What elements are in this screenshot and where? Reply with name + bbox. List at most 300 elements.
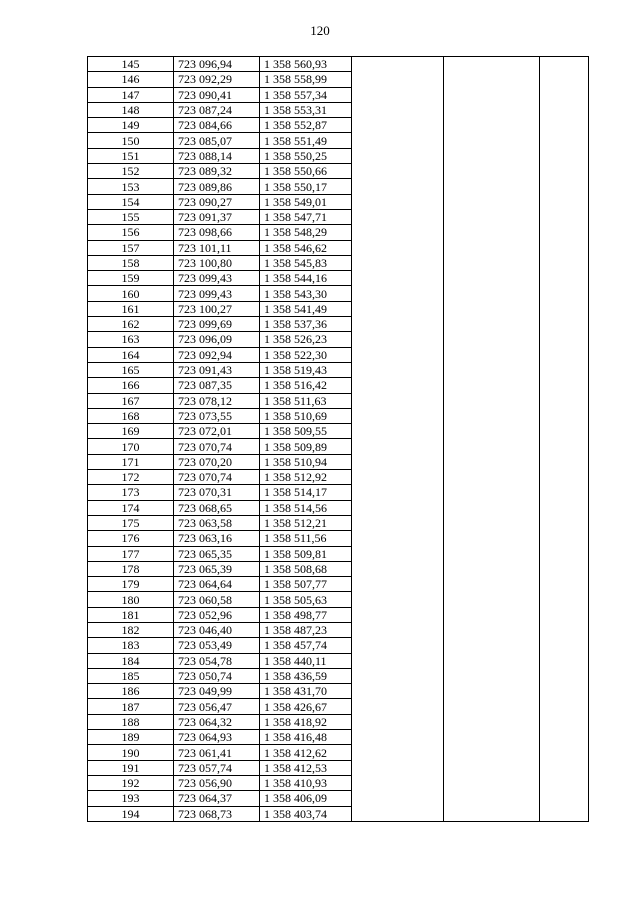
empty-cell	[540, 622, 589, 637]
empty-cell	[540, 806, 589, 821]
point-number-cell: 171	[88, 454, 174, 469]
empty-cell	[540, 225, 589, 240]
point-number-cell: 177	[88, 546, 174, 561]
empty-cell	[352, 592, 444, 607]
empty-cell	[444, 72, 540, 87]
empty-cell	[540, 133, 589, 148]
x-coordinate-cell: 723 050,74	[174, 668, 260, 683]
empty-cell	[540, 393, 589, 408]
empty-cell	[352, 118, 444, 133]
table-row	[88, 332, 589, 347]
table-row	[88, 393, 589, 408]
y-coordinate-cell: 1 358 487,23	[260, 622, 352, 637]
x-coordinate-cell: 723 065,39	[174, 561, 260, 576]
table-row	[88, 439, 589, 454]
empty-cell	[352, 72, 444, 87]
table-row	[88, 668, 589, 683]
x-coordinate-cell: 723 070,20	[174, 454, 260, 469]
point-number-cell: 178	[88, 561, 174, 576]
x-coordinate-cell: 723 084,66	[174, 118, 260, 133]
table-row	[88, 424, 589, 439]
y-coordinate-cell: 1 358 511,63	[260, 393, 352, 408]
empty-cell	[444, 485, 540, 500]
table-row	[88, 271, 589, 286]
y-coordinate-cell: 1 358 406,09	[260, 791, 352, 806]
empty-cell	[444, 561, 540, 576]
table-row	[88, 347, 589, 362]
empty-cell	[444, 225, 540, 240]
page-number: 120	[310, 23, 330, 38]
empty-cell	[352, 622, 444, 637]
empty-cell	[444, 209, 540, 224]
empty-cell	[540, 684, 589, 699]
point-number-cell: 150	[88, 133, 174, 148]
empty-cell	[540, 561, 589, 576]
y-coordinate-cell: 1 358 440,11	[260, 653, 352, 668]
empty-cell	[444, 775, 540, 790]
empty-cell	[352, 470, 444, 485]
empty-cell	[444, 577, 540, 592]
point-number-cell: 160	[88, 286, 174, 301]
empty-cell	[444, 791, 540, 806]
point-number-cell: 163	[88, 332, 174, 347]
empty-cell	[444, 546, 540, 561]
empty-cell	[540, 378, 589, 393]
table-row	[88, 72, 589, 87]
y-coordinate-cell: 1 358 505,63	[260, 592, 352, 607]
empty-cell	[444, 240, 540, 255]
table-row	[88, 791, 589, 806]
empty-cell	[352, 301, 444, 316]
x-coordinate-cell: 723 078,12	[174, 393, 260, 408]
table-row	[88, 118, 589, 133]
table-row	[88, 577, 589, 592]
point-number-cell: 187	[88, 699, 174, 714]
y-coordinate-cell: 1 358 548,29	[260, 225, 352, 240]
x-coordinate-cell: 723 049,99	[174, 684, 260, 699]
x-coordinate-cell: 723 096,09	[174, 332, 260, 347]
empty-cell	[444, 347, 540, 362]
empty-cell	[444, 317, 540, 332]
y-coordinate-cell: 1 358 546,62	[260, 240, 352, 255]
empty-cell	[540, 714, 589, 729]
empty-cell	[444, 470, 540, 485]
x-coordinate-cell: 723 100,80	[174, 255, 260, 270]
empty-cell	[352, 806, 444, 821]
x-coordinate-cell: 723 085,07	[174, 133, 260, 148]
table-row	[88, 317, 589, 332]
empty-cell	[540, 271, 589, 286]
empty-cell	[540, 286, 589, 301]
empty-cell	[352, 179, 444, 194]
empty-cell	[444, 500, 540, 515]
x-coordinate-cell: 723 060,58	[174, 592, 260, 607]
empty-cell	[540, 546, 589, 561]
y-coordinate-cell: 1 358 550,25	[260, 148, 352, 163]
table-row	[88, 225, 589, 240]
y-coordinate-cell: 1 358 526,23	[260, 332, 352, 347]
point-number-cell: 158	[88, 255, 174, 270]
empty-cell	[444, 286, 540, 301]
y-coordinate-cell: 1 358 403,74	[260, 806, 352, 821]
empty-cell	[540, 577, 589, 592]
empty-cell	[540, 485, 589, 500]
point-number-cell: 190	[88, 745, 174, 760]
empty-cell	[540, 347, 589, 362]
y-coordinate-cell: 1 358 560,93	[260, 57, 352, 72]
x-coordinate-cell: 723 099,43	[174, 271, 260, 286]
empty-cell	[444, 378, 540, 393]
point-number-cell: 149	[88, 118, 174, 133]
point-number-cell: 192	[88, 775, 174, 790]
table-row	[88, 653, 589, 668]
x-coordinate-cell: 723 064,64	[174, 577, 260, 592]
point-number-cell: 165	[88, 362, 174, 377]
empty-cell	[444, 255, 540, 270]
y-coordinate-cell: 1 358 418,92	[260, 714, 352, 729]
empty-cell	[540, 531, 589, 546]
x-coordinate-cell: 723 061,41	[174, 745, 260, 760]
table-row	[88, 240, 589, 255]
point-number-cell: 169	[88, 424, 174, 439]
y-coordinate-cell: 1 358 412,53	[260, 760, 352, 775]
empty-cell	[352, 194, 444, 209]
empty-cell	[352, 561, 444, 576]
x-coordinate-cell: 723 064,93	[174, 730, 260, 745]
empty-cell	[540, 209, 589, 224]
empty-cell	[540, 194, 589, 209]
x-coordinate-cell: 723 063,58	[174, 515, 260, 530]
table-row	[88, 546, 589, 561]
empty-cell	[444, 668, 540, 683]
empty-cell	[540, 424, 589, 439]
empty-cell	[352, 209, 444, 224]
table-row	[88, 561, 589, 576]
y-coordinate-cell: 1 358 436,59	[260, 668, 352, 683]
y-coordinate-cell: 1 358 510,94	[260, 454, 352, 469]
x-coordinate-cell: 723 070,31	[174, 485, 260, 500]
empty-cell	[540, 102, 589, 117]
empty-cell	[352, 255, 444, 270]
x-coordinate-cell: 723 064,37	[174, 791, 260, 806]
table-row	[88, 301, 589, 316]
point-number-cell: 153	[88, 179, 174, 194]
empty-cell	[444, 148, 540, 163]
table-row	[88, 638, 589, 653]
x-coordinate-cell: 723 088,14	[174, 148, 260, 163]
empty-cell	[444, 607, 540, 622]
empty-cell	[352, 408, 444, 423]
y-coordinate-cell: 1 358 543,30	[260, 286, 352, 301]
x-coordinate-cell: 723 073,55	[174, 408, 260, 423]
empty-cell	[540, 760, 589, 775]
x-coordinate-cell: 723 057,74	[174, 760, 260, 775]
table-row	[88, 775, 589, 790]
empty-cell	[540, 470, 589, 485]
empty-cell	[444, 622, 540, 637]
x-coordinate-cell: 723 068,65	[174, 500, 260, 515]
y-coordinate-cell: 1 358 512,21	[260, 515, 352, 530]
empty-cell	[444, 301, 540, 316]
x-coordinate-cell: 723 054,78	[174, 653, 260, 668]
empty-cell	[352, 286, 444, 301]
table-row	[88, 164, 589, 179]
x-coordinate-cell: 723 087,35	[174, 378, 260, 393]
empty-cell	[444, 515, 540, 530]
x-coordinate-cell: 723 068,73	[174, 806, 260, 821]
empty-cell	[540, 638, 589, 653]
empty-cell	[352, 378, 444, 393]
empty-cell	[444, 118, 540, 133]
x-coordinate-cell: 723 046,40	[174, 622, 260, 637]
y-coordinate-cell: 1 358 551,49	[260, 133, 352, 148]
point-number-cell: 145	[88, 57, 174, 72]
table-row	[88, 148, 589, 163]
point-number-cell: 189	[88, 730, 174, 745]
empty-cell	[444, 699, 540, 714]
empty-cell	[352, 577, 444, 592]
empty-cell	[540, 592, 589, 607]
table-row	[88, 684, 589, 699]
coordinates-table-body	[88, 57, 589, 822]
point-number-cell: 188	[88, 714, 174, 729]
point-number-cell: 180	[88, 592, 174, 607]
empty-cell	[352, 87, 444, 102]
point-number-cell: 162	[88, 317, 174, 332]
empty-cell	[352, 531, 444, 546]
y-coordinate-cell: 1 358 516,42	[260, 378, 352, 393]
empty-cell	[540, 515, 589, 530]
table-row	[88, 515, 589, 530]
y-coordinate-cell: 1 358 519,43	[260, 362, 352, 377]
empty-cell	[444, 439, 540, 454]
empty-cell	[352, 668, 444, 683]
empty-cell	[444, 424, 540, 439]
table-row	[88, 362, 589, 377]
empty-cell	[540, 164, 589, 179]
table-row	[88, 408, 589, 423]
empty-cell	[540, 148, 589, 163]
table-row	[88, 730, 589, 745]
empty-cell	[444, 164, 540, 179]
point-number-cell: 147	[88, 87, 174, 102]
point-number-cell: 193	[88, 791, 174, 806]
y-coordinate-cell: 1 358 412,62	[260, 745, 352, 760]
point-number-cell: 185	[88, 668, 174, 683]
empty-cell	[540, 668, 589, 683]
y-coordinate-cell: 1 358 457,74	[260, 638, 352, 653]
y-coordinate-cell: 1 358 512,92	[260, 470, 352, 485]
y-coordinate-cell: 1 358 509,81	[260, 546, 352, 561]
point-number-cell: 175	[88, 515, 174, 530]
table-row	[88, 760, 589, 775]
point-number-cell: 170	[88, 439, 174, 454]
y-coordinate-cell: 1 358 410,93	[260, 775, 352, 790]
empty-cell	[540, 439, 589, 454]
table-row	[88, 286, 589, 301]
empty-cell	[444, 760, 540, 775]
table-row	[88, 454, 589, 469]
empty-cell	[352, 332, 444, 347]
empty-cell	[352, 745, 444, 760]
x-coordinate-cell: 723 090,27	[174, 194, 260, 209]
y-coordinate-cell: 1 358 544,16	[260, 271, 352, 286]
x-coordinate-cell: 723 065,35	[174, 546, 260, 561]
x-coordinate-cell: 723 056,47	[174, 699, 260, 714]
point-number-cell: 191	[88, 760, 174, 775]
table-row	[88, 622, 589, 637]
empty-cell	[444, 684, 540, 699]
y-coordinate-cell: 1 358 558,99	[260, 72, 352, 87]
y-coordinate-cell: 1 358 514,17	[260, 485, 352, 500]
table-row	[88, 745, 589, 760]
x-coordinate-cell: 723 072,01	[174, 424, 260, 439]
empty-cell	[444, 638, 540, 653]
empty-cell	[352, 424, 444, 439]
y-coordinate-cell: 1 358 553,31	[260, 102, 352, 117]
y-coordinate-cell: 1 358 426,67	[260, 699, 352, 714]
empty-cell	[444, 408, 540, 423]
empty-cell	[444, 730, 540, 745]
y-coordinate-cell: 1 358 550,17	[260, 179, 352, 194]
table-row	[88, 592, 589, 607]
table-row	[88, 485, 589, 500]
point-number-cell: 176	[88, 531, 174, 546]
x-coordinate-cell: 723 091,37	[174, 209, 260, 224]
empty-cell	[352, 684, 444, 699]
x-coordinate-cell: 723 098,66	[174, 225, 260, 240]
empty-cell	[540, 87, 589, 102]
y-coordinate-cell: 1 358 557,34	[260, 87, 352, 102]
table-row	[88, 209, 589, 224]
x-coordinate-cell: 723 096,94	[174, 57, 260, 72]
table-row	[88, 699, 589, 714]
y-coordinate-cell: 1 358 541,49	[260, 301, 352, 316]
empty-cell	[540, 454, 589, 469]
y-coordinate-cell: 1 358 514,56	[260, 500, 352, 515]
y-coordinate-cell: 1 358 509,89	[260, 439, 352, 454]
x-coordinate-cell: 723 099,69	[174, 317, 260, 332]
x-coordinate-cell: 723 089,32	[174, 164, 260, 179]
empty-cell	[352, 791, 444, 806]
y-coordinate-cell: 1 358 507,77	[260, 577, 352, 592]
empty-cell	[540, 745, 589, 760]
empty-cell	[352, 454, 444, 469]
empty-cell	[540, 317, 589, 332]
x-coordinate-cell: 723 092,29	[174, 72, 260, 87]
x-coordinate-cell: 723 063,16	[174, 531, 260, 546]
empty-cell	[444, 133, 540, 148]
empty-cell	[540, 118, 589, 133]
table-row	[88, 179, 589, 194]
empty-cell	[352, 347, 444, 362]
empty-cell	[540, 72, 589, 87]
empty-cell	[444, 454, 540, 469]
table-row	[88, 255, 589, 270]
empty-cell	[540, 362, 589, 377]
x-coordinate-cell: 723 064,32	[174, 714, 260, 729]
x-coordinate-cell: 723 100,27	[174, 301, 260, 316]
empty-cell	[444, 271, 540, 286]
empty-cell	[352, 485, 444, 500]
y-coordinate-cell: 1 358 545,83	[260, 255, 352, 270]
empty-cell	[352, 240, 444, 255]
empty-cell	[540, 332, 589, 347]
empty-cell	[352, 714, 444, 729]
empty-cell	[444, 393, 540, 408]
empty-cell	[352, 730, 444, 745]
empty-cell	[352, 393, 444, 408]
empty-cell	[352, 775, 444, 790]
empty-cell	[352, 362, 444, 377]
empty-cell	[540, 240, 589, 255]
x-coordinate-cell: 723 092,94	[174, 347, 260, 362]
y-coordinate-cell: 1 358 549,01	[260, 194, 352, 209]
y-coordinate-cell: 1 358 416,48	[260, 730, 352, 745]
empty-cell	[540, 408, 589, 423]
table-row	[88, 531, 589, 546]
empty-cell	[352, 439, 444, 454]
table-row	[88, 57, 589, 72]
empty-cell	[540, 607, 589, 622]
point-number-cell: 146	[88, 72, 174, 87]
empty-cell	[540, 775, 589, 790]
y-coordinate-cell: 1 358 508,68	[260, 561, 352, 576]
empty-cell	[444, 179, 540, 194]
x-coordinate-cell: 723 053,49	[174, 638, 260, 653]
empty-cell	[540, 255, 589, 270]
table-row	[88, 714, 589, 729]
empty-cell	[444, 102, 540, 117]
point-number-cell: 164	[88, 347, 174, 362]
empty-cell	[444, 194, 540, 209]
empty-cell	[352, 317, 444, 332]
y-coordinate-cell: 1 358 550,66	[260, 164, 352, 179]
empty-cell	[540, 791, 589, 806]
empty-cell	[540, 301, 589, 316]
point-number-cell: 183	[88, 638, 174, 653]
table-row	[88, 607, 589, 622]
empty-cell	[540, 179, 589, 194]
empty-cell	[444, 592, 540, 607]
empty-cell	[540, 57, 589, 72]
empty-cell	[444, 362, 540, 377]
empty-cell	[352, 653, 444, 668]
x-coordinate-cell: 723 070,74	[174, 439, 260, 454]
point-number-cell: 174	[88, 500, 174, 515]
table-row	[88, 378, 589, 393]
empty-cell	[352, 271, 444, 286]
empty-cell	[540, 730, 589, 745]
empty-cell	[444, 531, 540, 546]
table-row	[88, 500, 589, 515]
y-coordinate-cell: 1 358 431,70	[260, 684, 352, 699]
table-row	[88, 133, 589, 148]
point-number-cell: 172	[88, 470, 174, 485]
point-number-cell: 173	[88, 485, 174, 500]
empty-cell	[444, 806, 540, 821]
y-coordinate-cell: 1 358 510,69	[260, 408, 352, 423]
x-coordinate-cell: 723 070,74	[174, 470, 260, 485]
point-number-cell: 194	[88, 806, 174, 821]
empty-cell	[444, 332, 540, 347]
table-row	[88, 470, 589, 485]
empty-cell	[352, 515, 444, 530]
point-number-cell: 186	[88, 684, 174, 699]
empty-cell	[352, 607, 444, 622]
x-coordinate-cell: 723 101,11	[174, 240, 260, 255]
empty-cell	[444, 87, 540, 102]
